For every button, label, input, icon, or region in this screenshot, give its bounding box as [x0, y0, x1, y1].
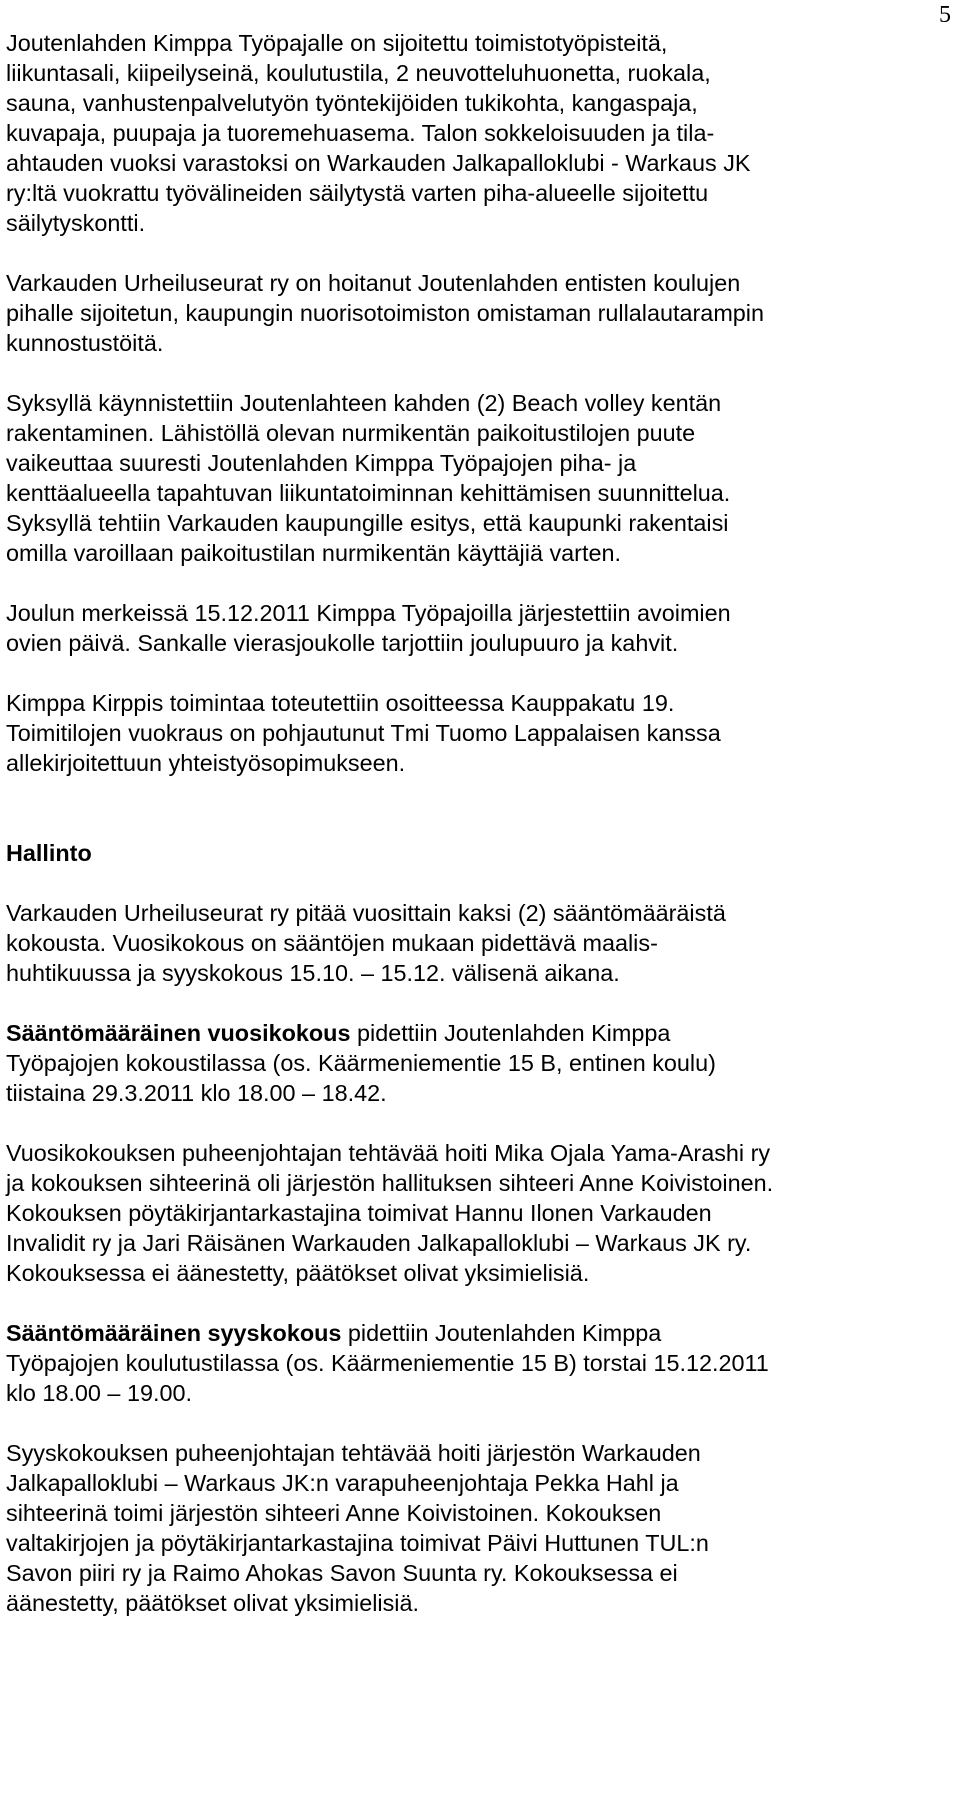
bold-term-autumn-meeting: Sääntömääräinen syyskokous: [6, 1320, 342, 1346]
paragraph-skate-ramp: [6, 268, 836, 358]
paragraph-open-house: [6, 598, 836, 658]
text-line: liikuntasali, kiipeilyseinä, koulutustila, 2 neuvotteluhuonetta, ruokala,: [6, 60, 711, 86]
text-line: Kokouksen pöytäkirjantarkastajina toimivat Hannu Ilonen Varkauden: [6, 1200, 712, 1226]
text-line: sauna, vanhustenpalvelutyön työntekijöiden tukikohta, kangaspaja,: [6, 90, 698, 116]
paragraph-facilities: [6, 28, 836, 238]
bold-term-annual-meeting: Sääntömääräinen vuosikokous: [6, 1020, 351, 1046]
text-line: Savon piiri ry ja Raimo Ahokas Savon Suunta ry. Kokouksessa ei: [6, 1560, 678, 1586]
text-line: ahtauden vuoksi varastoksi on Warkauden Jalkapalloklubi - Warkaus JK: [6, 150, 751, 176]
text-line: kenttäalueella tapahtuvan liikuntatoiminnan kehittämisen suunnittelua.: [6, 480, 731, 506]
paragraph-annual-meeting: [6, 1018, 836, 1108]
text-fragment: pidettiin Joutenlahden Kimppa: [350, 1020, 671, 1046]
text-line: Toimitilojen vuokraus on pohjautunut Tmi Tuomo Lappalaisen kanssa: [6, 720, 721, 746]
text-line: klo 18.00 – 19.00.: [6, 1380, 192, 1406]
text-line: äänestetty, päätökset olivat yksimielisiä.: [6, 1590, 419, 1616]
paragraph-autumn-meeting: [6, 1318, 836, 1408]
document-body: [6, 28, 836, 1618]
text-line: rakentaminen. Lähistöllä olevan nurmikentän paikoitustilojen puute: [6, 420, 696, 446]
section-heading-hallinto: Hallinto: [6, 840, 92, 866]
text-line: säilytyskontti.: [6, 210, 146, 236]
page-number: 5: [939, 2, 951, 28]
text-line: vaikeuttaa suuresti Joutenlahden Kimppa Työpajojen piha- ja: [6, 450, 637, 476]
text-line: sihteerinä toimi järjestön sihteeri Anne Koivistoinen. Kokouksen: [6, 1500, 662, 1526]
text-line: omilla varoillaan paikoitustilan nurmikentän käyttäjiä varten.: [6, 540, 621, 566]
text-line: Syksyllä käynnistettiin Joutenlahteen kahden (2) Beach volley kentän: [6, 390, 722, 416]
text-line: huhtikuussa ja syyskokous 15.10. – 15.12. välisenä aikana.: [6, 960, 620, 986]
text-line: kokousta. Vuosikokous on sääntöjen mukaan pidettävä maalis-: [6, 930, 658, 956]
text-line: Vuosikokouksen puheenjohtajan tehtävää hoiti Mika Ojala Yama-Arashi ry: [6, 1140, 771, 1166]
text-line: kunnostustöitä.: [6, 330, 164, 356]
text-line: Syyskokouksen puheenjohtajan tehtävää hoiti järjestön Warkauden: [6, 1440, 701, 1466]
text-fragment: pidettiin Joutenlahden Kimppa: [341, 1320, 662, 1346]
text-line: tiistaina 29.3.2011 klo 18.00 – 18.42.: [6, 1080, 387, 1106]
paragraph-autumn-officials: [6, 1438, 836, 1618]
text-line: Työpajojen koulutustilassa (os. Käärmeniementie 15 B) torstai 15.12.2011: [6, 1350, 769, 1376]
text-line: [6, 1318, 836, 1348]
text-line: Syksyllä tehtiin Varkauden kaupungille esitys, että kaupunki rakentaisi: [6, 510, 729, 536]
text-line: Invalidit ry ja Jari Räisänen Warkauden Jalkapalloklubi – Warkaus JK ry.: [6, 1230, 752, 1256]
paragraph-beach-volley: [6, 388, 836, 568]
text-line: ja kokouksen sihteerinä oli järjestön hallituksen sihteeri Anne Koivistoinen.: [6, 1170, 774, 1196]
text-line: ovien päivä. Sankalle vierasjoukolle tarjottiin joulupuuro ja kahvit.: [6, 630, 679, 656]
text-line: allekirjoitettuun yhteistyösopimukseen.: [6, 750, 406, 776]
text-line: Joulun merkeissä 15.12.2011 Kimppa Työpajoilla järjestettiin avoimien: [6, 600, 731, 626]
paragraph-kirppis: [6, 688, 836, 778]
paragraph-annual-officials: [6, 1138, 836, 1288]
text-line: ry:ltä vuokrattu työvälineiden säilytystä varten piha-alueelle sijoitettu: [6, 180, 709, 206]
text-line: Varkauden Urheiluseurat ry on hoitanut Joutenlahden entisten koulujen: [6, 270, 741, 296]
text-line: Jalkapalloklubi – Warkaus JK:n varapuheenjohtaja Pekka Hahl ja: [6, 1470, 679, 1496]
text-line: Kimppa Kirppis toimintaa toteutettiin osoitteessa Kauppakatu 19.: [6, 690, 675, 716]
text-line: pihalle sijoitetun, kaupungin nuorisotoimiston omistaman rullalautarampin: [6, 300, 765, 326]
text-line: Joutenlahden Kimppa Työpajalle on sijoitettu toimistotyöpisteitä,: [6, 30, 668, 56]
text-line: Työpajojen kokoustilassa (os. Käärmeniementie 15 B, entinen koulu): [6, 1050, 716, 1076]
text-line: Varkauden Urheiluseurat ry pitää vuosittain kaksi (2) sääntömääräistä: [6, 900, 726, 926]
paragraph-meetings: [6, 898, 836, 988]
text-line: [6, 1018, 836, 1048]
text-line: kuvapaja, puupaja ja tuoremehuasema. Talon sokkeloisuuden ja tila-: [6, 120, 715, 146]
text-line: valtakirjojen ja pöytäkirjantarkastajina toimivat Päivi Huttunen TUL:n: [6, 1530, 709, 1556]
text-line: Kokouksessa ei äänestetty, päätökset olivat yksimielisiä.: [6, 1260, 590, 1286]
